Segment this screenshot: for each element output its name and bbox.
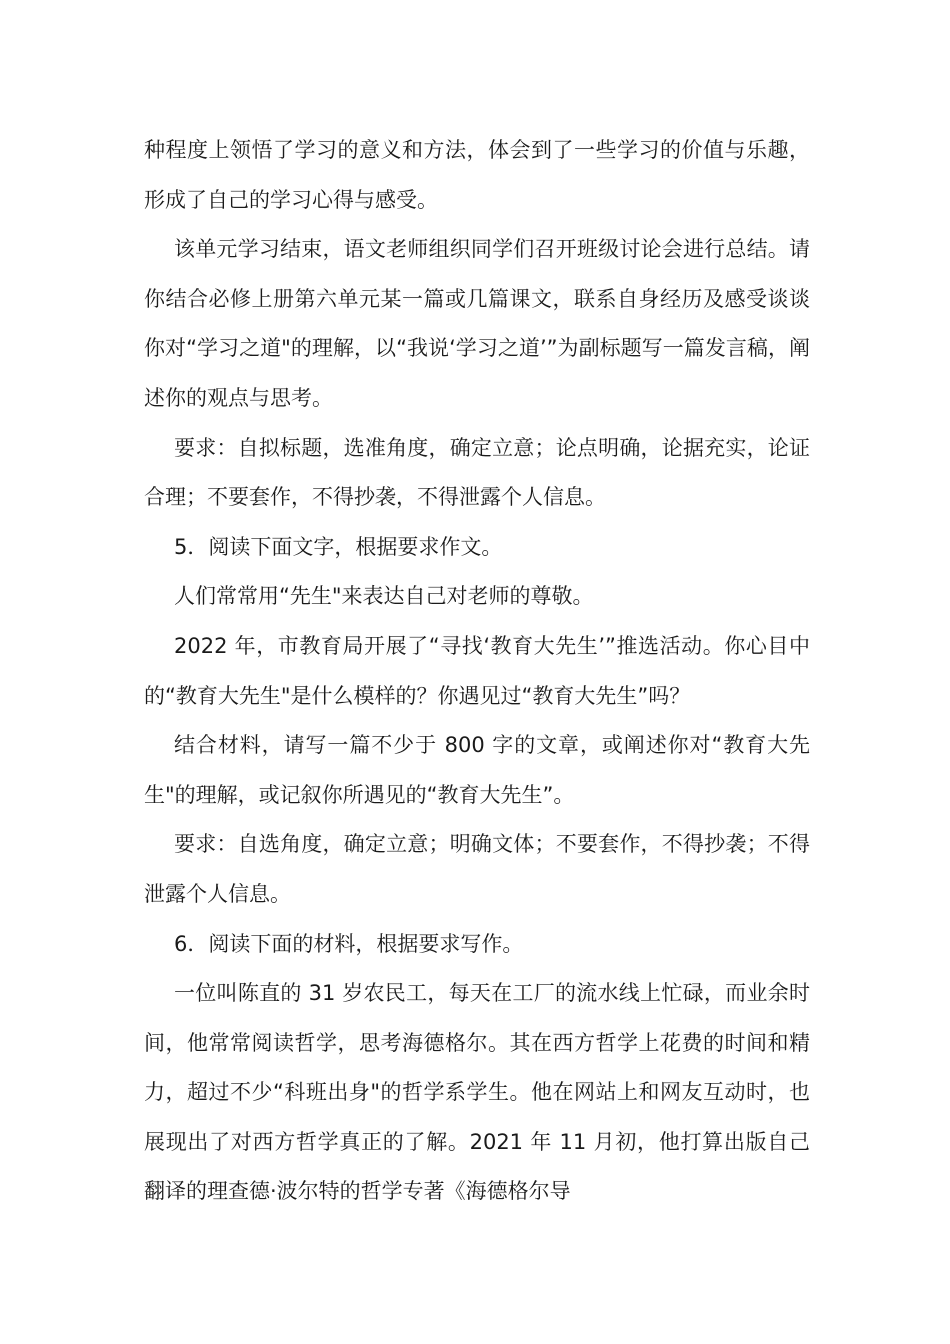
paragraph-requirements-5: 要求：自选角度，确定立意；明确文体；不要套作，不得抄袭；不得泄露个人信息。 (144, 832, 810, 906)
paragraph-continuation: 种程度上领悟了学习的意义和方法，体会到了一些学习的价值与乐趣，形成了自己的学习心得与感受。 (144, 138, 810, 212)
paragraph-q6-material: 一位叫陈直的 31 岁农民工，每天在工厂的流水线上忙碌，而业余时间，他常常阅读哲学，思考海德格尔。其在西方哲学上花费的时间和精力，超过不少“科班出身"的哲学系学生。他在网站上和网友互动时，也展现出了对西方哲学真正的了解。2021 年 11 月初，他打算出版自己翻译的理查德·波尔特的哲学专著《海德格尔导 (144, 981, 810, 1204)
question-5-heading: 5．阅读下面文字，根据要求作文。 (174, 534, 503, 559)
paragraph-q5-task: 结合材料，请写一篇不少于 800 字的文章，或阐述你对“教育大先生"的理解，或记叙你所遇见的“教育大先生”。 (144, 733, 810, 807)
paragraph-task-description: 该单元学习结束，语文老师组织同学们召开班级讨论会进行总结。请你结合必修上册第六单元某一篇或几篇课文，联系自身经历及感受谈谈你对“学习之道"的理解，以“我说‘学习之道’”为副标题写一篇发言稿，阐述你的观点与思考。 (144, 237, 810, 410)
paragraph-requirements-4: 要求：自拟标题，选准角度，确定立意；论点明确，论据充实，论证合理；不要套作，不得抄袭，不得泄露个人信息。 (144, 435, 810, 510)
document-body (144, 126, 810, 1217)
paragraph-q5-material-1: 人们常常用“先生"来表达自己对老师的尊敬。 (174, 584, 594, 609)
paragraph-q5-material-2: 2022 年，市教育局开展了“寻找‘教育大先生’”推选活动。你心目中的“教育大先生"是什么模样的？你遇见过“教育大先生”吗？ (144, 633, 810, 708)
question-6-heading: 6．阅读下面的材料，根据要求写作。 (174, 931, 524, 956)
